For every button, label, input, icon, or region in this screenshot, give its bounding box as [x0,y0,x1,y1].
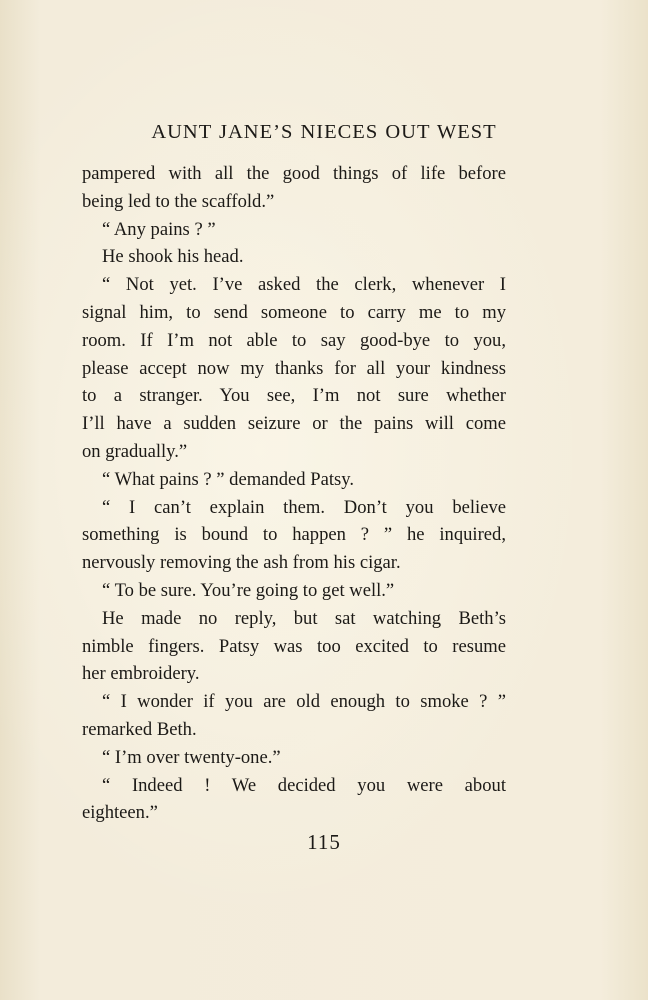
text-line: signal him, to send someone to carry me to my [82,301,506,323]
text-line: something is bound to happen ? ” he inquired, [82,524,506,546]
text-line: “ I wonder if you are old enough to smoke ? ” [102,691,506,713]
text-line: He shook his head. [102,246,244,268]
text-line: eighteen.” [82,802,158,824]
text-line: “ To be sure. You’re going to get well.” [102,579,395,601]
text-line: her embroidery. [82,663,200,685]
text-line: to a stranger. You see, I’m not sure whether [82,385,506,407]
text-line: please accept now my thanks for all your kindness [82,357,506,379]
text-line: nervously removing the ash from his cigar. [82,552,401,574]
text-line: “ Any pains ? ” [102,218,216,240]
text-line: “ What pains ? ” demanded Patsy. [102,468,354,490]
text-line: on gradually.” [82,440,188,462]
page-number: 115 [307,830,341,854]
text-line: “ I can’t explain them. Don’t you believe [102,496,506,518]
text-line: “ I’m over twenty-one.” [102,746,281,768]
text-line: remarked Beth. [82,718,197,740]
text-line: pampered with all the good things of life before [82,163,506,184]
text-line: being led to the scaffold.” [82,190,275,212]
text-line: He made no reply, but sat watching Beth’s [102,607,506,629]
text-line: nimble fingers. Patsy was too excited to resume [82,635,506,657]
running-head: AUNT JANE’S NIECES OUT WEST [151,121,497,143]
text-line: “ Not yet. I’ve asked the clerk, whenever I [102,274,506,296]
text-line: room. If I’m not able to say good-bye to you, [82,329,506,351]
text-line: “ Indeed ! We decided you were about [102,774,506,796]
text-line: I’ll have a sudden seizure or the pains will come [82,413,506,435]
body-text [82,160,506,827]
